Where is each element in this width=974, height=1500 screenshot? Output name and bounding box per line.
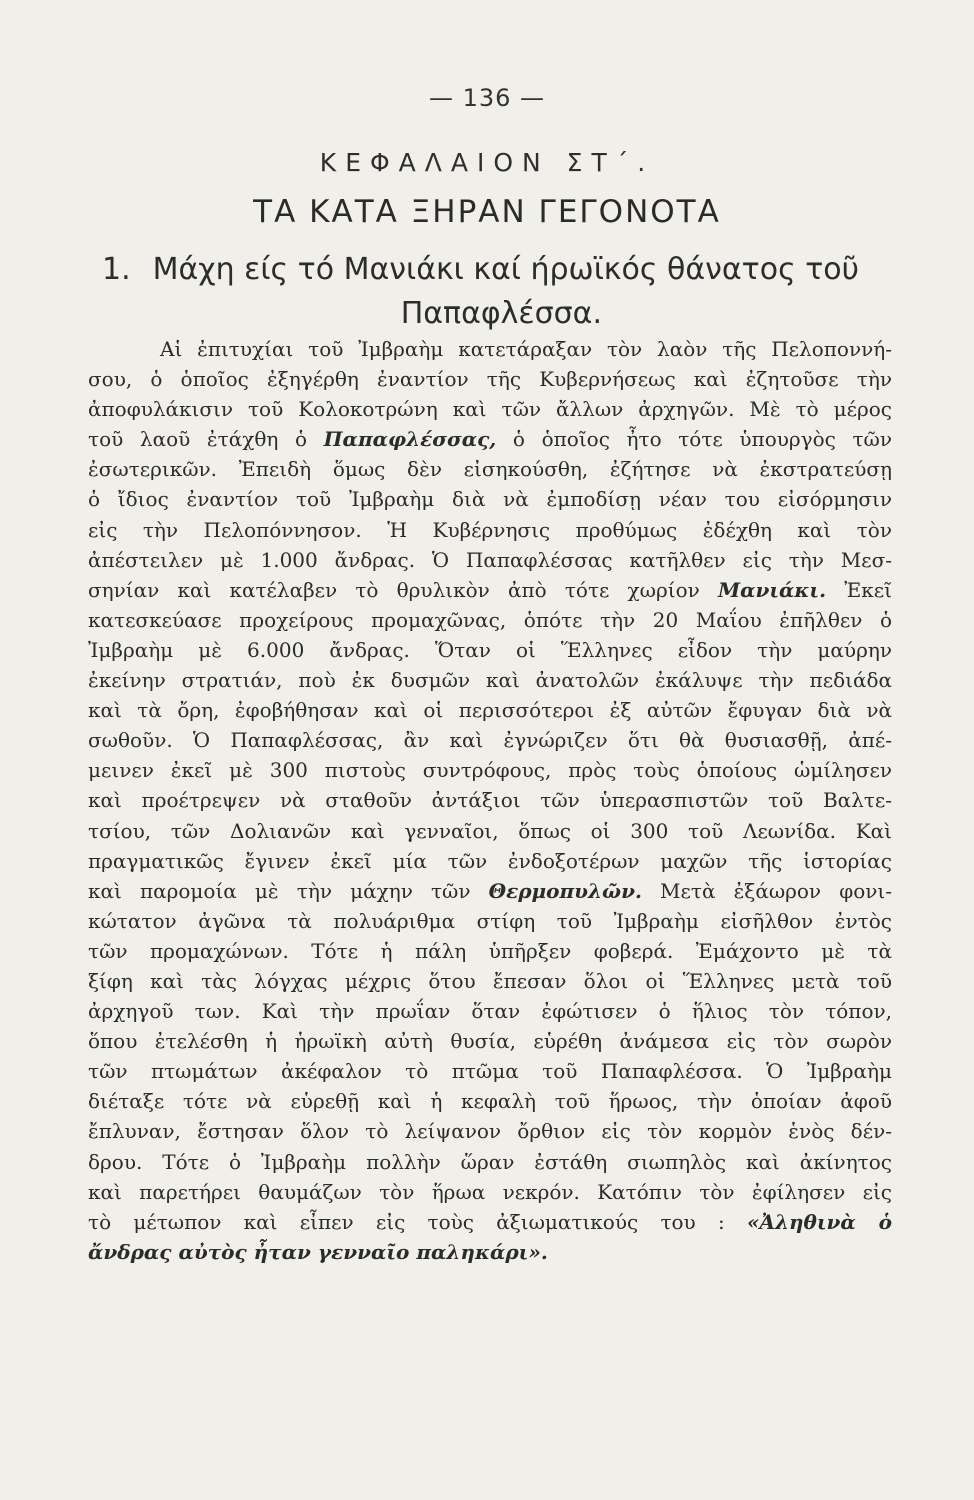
text-line: τσίου, τῶν Δολιανῶν καὶ γενναῖοι, ὅπως οἱ 300 τοῦ Λεωνίδα. Καὶ xyxy=(88,818,892,843)
text-segment: τὸ μέτωπον καὶ εἶπεν εἰς τοὺς ἀξιωματικούς του : xyxy=(88,1209,725,1234)
text-line: ἀρχηγοῦ των. Καὶ τὴν πρωΐαν ὅταν ἐφώτισεν ὁ ἥλιος τὸν τόπον, xyxy=(88,999,892,1024)
body-text xyxy=(88,334,892,1267)
text-line xyxy=(88,876,892,906)
text-line: ἀποφυλάκισιν τοῦ Κολοκοτρώνη καὶ τῶν ἄλλων ἀρχηγῶν. Μὲ τὸ μέρος xyxy=(88,397,892,422)
text-line: Ἰμβραὴμ μὲ 6.000 ἄνδρας. Ὅταν οἱ Ἕλληνες εἶδον τὴν μαύρην xyxy=(88,637,892,662)
text-line: δρου. Τότε ὁ Ἰμβραὴμ πολλὴν ὥραν ἐστάθη σιωπηλὸς καὶ ἀκίνητος xyxy=(88,1149,892,1174)
section-title-line-1: Μάχη είς τό Μανιάκι καί ήρωϊκός θάνατος τοῦ xyxy=(152,252,859,287)
text-line: ἀπέστειλεν μὲ 1.000 ἄνδρας. Ὁ Παπαφλέσσας κατῆλθεν εἰς τὴν Μεσ- xyxy=(88,547,892,572)
text-line: τῶν προμαχώνων. Τότε ἡ πάλη ὑπῆρξεν φοβερά. Ἐμάχοντο μὲ τὰ xyxy=(88,938,892,963)
text-line: εἰς τὴν Πελοπόννησον. Ἡ Κυβέρνησις προθύμως ἐδέχθη καὶ τὸν xyxy=(88,517,892,542)
text-line: ὁ ἴδιος ἐναντίον τοῦ Ἰμβραὴμ διὰ νὰ ἐμποδίσῃ νέαν του εἰσόρμησιν xyxy=(88,487,892,512)
text-line: ἔπλυναν, ἔστησαν ὅλον τὸ λείψανον ὄρθιον εἰς τὸν κορμὸν ἑνὸς δέν- xyxy=(88,1119,892,1144)
text-line: ὅπου ἐτελέσθη ἡ ἡρωϊκὴ αὐτὴ θυσία, εὑρέθη ἀνάμεσα εἰς τὸν σωρὸν xyxy=(88,1029,892,1054)
text-line: ξίφη καὶ τὰς λόγχας μέχρις ὅτου ἔπεσαν ὅλοι οἱ Ἕλληνες μετὰ τοῦ xyxy=(88,968,892,993)
emphasized-place: Μανιάκι. xyxy=(717,577,827,602)
text-segment: Μετὰ ἐξάωρον φονι- xyxy=(660,878,893,903)
page-number: — 136 — xyxy=(428,84,546,112)
text-line: ἐσωτερικῶν. Ἐπειδὴ ὅμως δὲν εἰσηκούσθη, ἐζήτησε νὰ ἐκστρατεύσῃ xyxy=(88,457,892,482)
text-line: καὶ παρετήρει θαυμάζων τὸν ἥρωα νεκρόν. Κατόπιν τὸν ἐφίλησεν εἰς xyxy=(88,1179,892,1204)
text-line: ἐκείνην στρατιάν, ποὺ ἐκ δυσμῶν καὶ ἀνατολῶν ἐκάλυψε τὴν πεδιάδα xyxy=(88,668,892,693)
text-segment: καὶ παρομοία μὲ τὴν μάχην τῶν xyxy=(88,878,471,903)
text-segment: Ἐκεῖ xyxy=(844,577,892,602)
emphasized-quote-line: ἄνδρας αὐτὸς ἦταν γενναῖο παληκάρι». xyxy=(88,1239,548,1264)
chapter-label: ΚΕΦΑΛΑΙΟΝ ΣΤ΄. xyxy=(319,148,655,177)
text-line: κατεσκεύασε προχείρους προμαχῶνας, ὁπότε τὴν 20 Μαΐου ἐπῆλθεν ὁ xyxy=(88,607,892,632)
text-line: σωθοῦν. Ὁ Παπαφλέσσας, ἂν καὶ ἐγνώριζεν ὅτι θὰ θυσιασθῇ, ἀπέ- xyxy=(88,728,892,753)
section-title-line-2: Παπαφλέσσα. xyxy=(400,296,602,331)
text-segment: σηνίαν καὶ κατέλαβεν τὸ θρυλικὸν ἀπὸ τότε χωρίον xyxy=(88,577,700,602)
text-line: μεινεν ἐκεῖ μὲ 300 πιστοὺς συντρόφους, πρὸς τοὺς ὁποίους ὡμίλησεν xyxy=(88,758,892,783)
emphasized-name: Παπαφλέσσας, xyxy=(323,427,497,452)
text-line: διέταξε τότε νὰ εὑρεθῇ καὶ ἡ κεφαλὴ τοῦ ἥρωος, τὴν ὁποίαν ἀφοῦ xyxy=(88,1089,892,1114)
text-line: τῶν πτωμάτων ἀκέφαλον τὸ πτῶμα τοῦ Παπαφλέσσα. Ὁ Ἰμβραὴμ xyxy=(88,1059,892,1084)
text-line: σου, ὁ ὁποῖος ἐξηγέρθη ἐναντίον τῆς Κυβερνήσεως καὶ ἐζητοῦσε τὴν xyxy=(88,367,892,392)
text-segment: ὁ ὁποῖος ἦτο τότε ὑπουργὸς τῶν xyxy=(512,427,893,452)
text-line: καὶ τὰ ὄρη, ἐφοβήθησαν καὶ οἱ περισσότεροι ἐξ αὐτῶν ἔφυγαν διὰ νὰ xyxy=(88,698,892,723)
section-number: 1. xyxy=(102,252,131,287)
emphasized-place: Θερμοπυλῶν. xyxy=(488,878,642,903)
text-line: πραγματικῶς ἔγινεν ἐκεῖ μία τῶν ἐνδοξοτέρων μαχῶν τῆς ἱστορίας xyxy=(88,848,892,873)
text-line: Αἱ ἐπιτυχίαι τοῦ Ἰμβραὴμ κατετάραξαν τὸν λαὸν τῆς Πελοποννή- xyxy=(160,337,892,361)
text-line xyxy=(88,424,892,454)
text-segment: τοῦ λαοῦ ἐτάχθη ὁ xyxy=(88,427,308,452)
emphasized-quote: «Ἀληθινὰ ὁ xyxy=(746,1209,893,1234)
text-line xyxy=(88,1207,892,1237)
text-line: κώτατον ἀγῶνα τὰ πολυάριθμα στίφη τοῦ Ἰμβραὴμ εἰσῆλθον ἐντὸς xyxy=(88,908,892,933)
text-line: καὶ προέτρεψεν νὰ σταθοῦν ἀντάξιοι τῶν ὑπερασπιστῶν τοῦ Βαλτε- xyxy=(88,788,892,813)
text-line xyxy=(88,575,892,605)
section-heading xyxy=(102,248,902,336)
chapter-title: ΤΑ ΚΑΤΑ ΞΗΡΑΝ ΓΕΓΟΝΟΤΑ xyxy=(253,194,721,230)
